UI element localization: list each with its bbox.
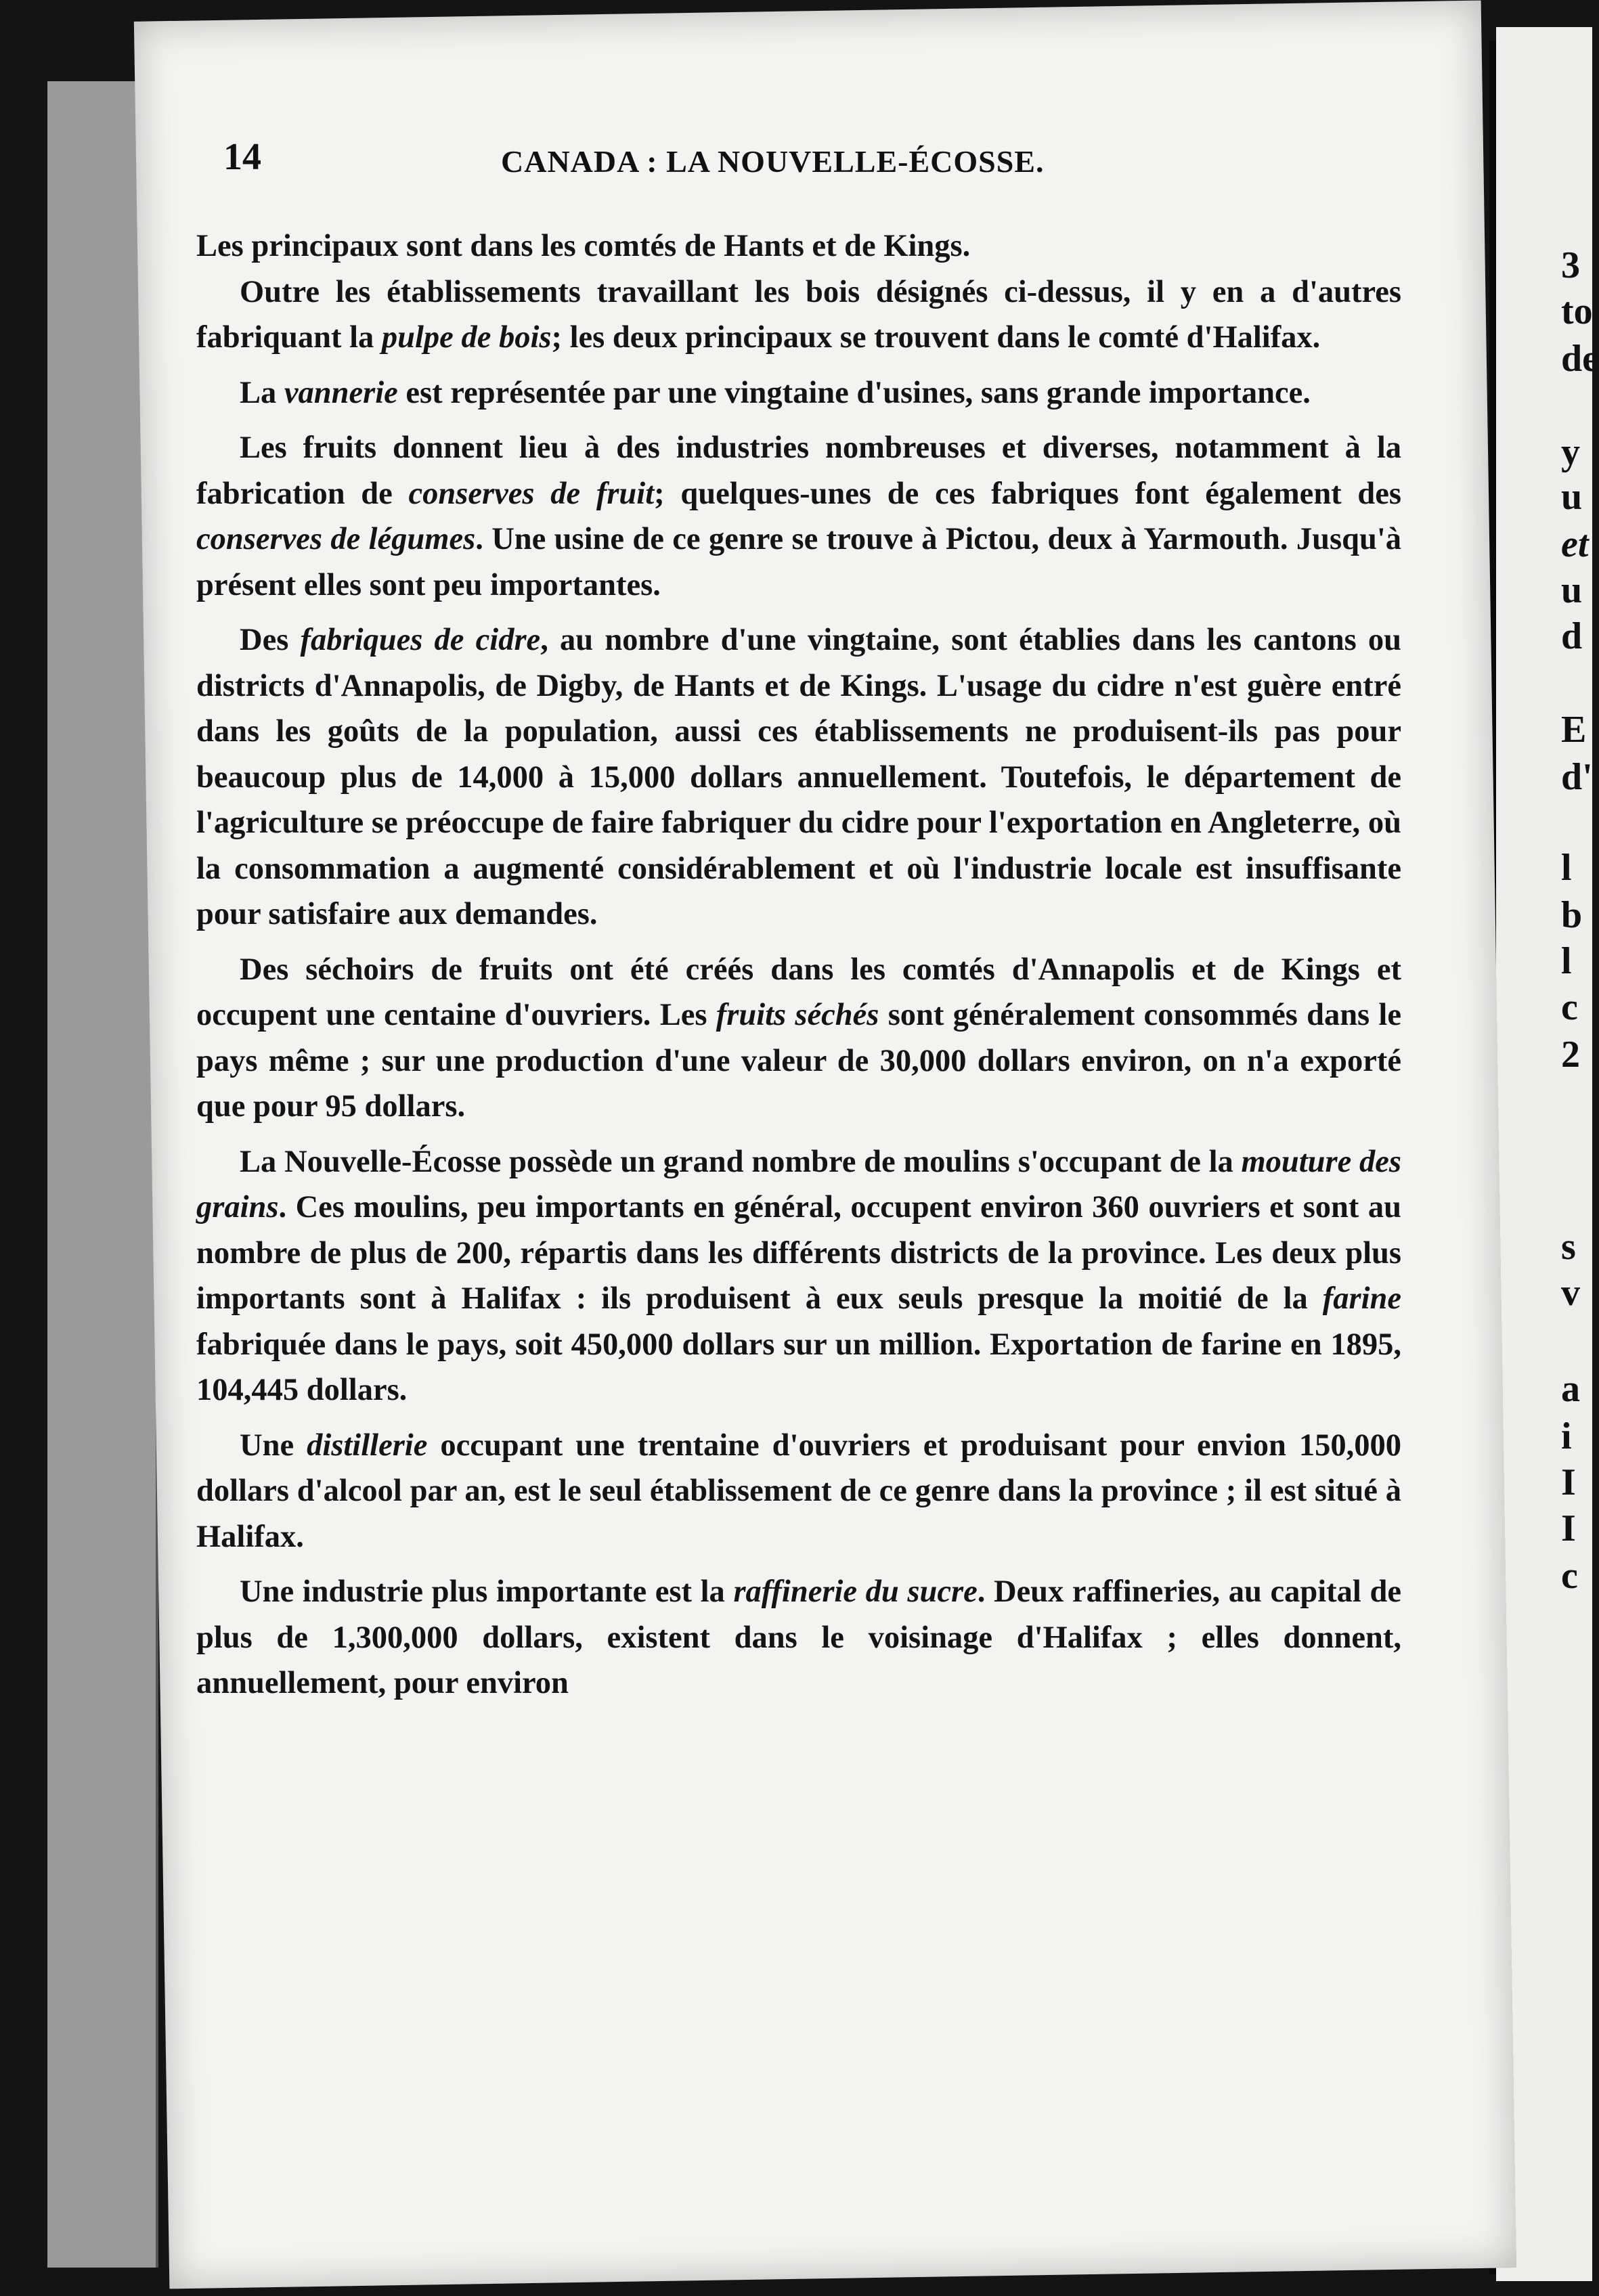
paragraph-text: Les fruits donnent lieu à des industries nombreuses et diverses, notamment à la fabrication de xyxy=(196,430,1401,511)
facing-page-letter: de xyxy=(1561,338,1599,380)
italic-term: distillerie xyxy=(307,1428,428,1463)
paragraph xyxy=(196,223,1401,269)
facing-page-letter: d xyxy=(1561,615,1583,657)
paragraph-text: Outre les établissements travaillant les bois désignés ci-dessus, il y en a d'autres fabriquant la xyxy=(196,274,1401,355)
paragraph-text: La xyxy=(240,375,284,410)
italic-term: fruits séchés xyxy=(716,998,879,1032)
paragraph-text: fabriquée dans le pays, soit 450,000 dollars sur un million. Exportation de farine en 1895, 104,445 dollars. xyxy=(196,1327,1401,1407)
paragraph-text: ; quelques-unes de ces fabriques font également des xyxy=(654,476,1401,511)
page-header xyxy=(223,135,1198,190)
paragraph-text: Les principaux sont dans les comtés de Hants et de Kings. xyxy=(196,229,971,263)
body-text xyxy=(196,223,1401,1706)
facing-page-letter: 3 xyxy=(1561,244,1580,286)
facing-page-letter: et xyxy=(1561,523,1589,565)
facing-page-letter: 2 xyxy=(1561,1034,1580,1076)
facing-page-letter: b xyxy=(1561,894,1583,936)
italic-term: farine xyxy=(1322,1281,1401,1316)
paragraph xyxy=(196,370,1401,416)
facing-page-letter: u xyxy=(1561,476,1583,518)
italic-term: raffinerie du sucre xyxy=(733,1574,978,1609)
paragraph xyxy=(196,617,1401,937)
paragraph xyxy=(196,425,1401,608)
facing-page-letter: y xyxy=(1561,431,1580,473)
facing-page-letter: E xyxy=(1561,709,1587,751)
italic-term: vannerie xyxy=(284,375,398,410)
paragraph-text: La Nouvelle-Écosse possède un grand nombre de moulins s'occupant de la xyxy=(240,1144,1242,1179)
paragraph-text: occupant une trentaine d'ouvriers et produisant pour envion 150,000 dollars d'alcool par an, est le seul établissement de ce genre dans la province ; il est situé à Halifax. xyxy=(196,1428,1401,1554)
facing-page-letter: l xyxy=(1561,940,1572,982)
facing-page-letter: d' xyxy=(1561,756,1593,798)
facing-page-letter: c xyxy=(1561,986,1578,1028)
page-number: 14 xyxy=(223,136,261,178)
paragraph-text: . Ces moulins, peu importants en général, occupent environ 360 ouvriers et sont au nombre de plus de 200, répartis dans les différents districts de la province. Les deux plus importants sont à Halifax : ils produisent à eux seuls presque la moitié de la xyxy=(196,1190,1401,1316)
paragraph-text: Des séchoirs de fruits ont été créés dans les comtés d'Annapolis et de Kings et occupent une centaine d'ouvriers. Les xyxy=(196,952,1401,1032)
facing-page-letter: l xyxy=(1561,847,1572,889)
paragraph xyxy=(196,1139,1401,1413)
paragraph-text: . Une usine de ce genre se trouve à Pictou, deux à Yarmouth. Jusqu'à présent elles sont peu importantes. xyxy=(196,522,1401,602)
paragraph-text: ; les deux principaux se trouvent dans le comté d'Halifax. xyxy=(551,320,1321,355)
facing-page-letter: v xyxy=(1561,1272,1580,1314)
italic-term: pulpe de bois xyxy=(381,320,552,355)
paragraph xyxy=(196,1569,1401,1706)
facing-page-letter: i xyxy=(1561,1415,1572,1457)
italic-term: conserves de légumes xyxy=(196,522,476,556)
italic-term: mouture des grains xyxy=(196,1144,1402,1224)
paragraph-text: , au nombre d'une vingtaine, sont établies dans les cantons ou districts d'Annapolis, de Digby, de Hants et de Kings. L'usage du cidre n'est guère entré dans les goûts de la population, aussi ces établissements ne produisent-ils pas pour beaucoup plus de 14,000 à 15,000 dollars annuellement. Toutefois, le département de l'agriculture se préoccupe de faire fabriquer du cidre pour l'exportation en Angleterre, où la consommation a augmenté considérablement et où l'industrie locale est insuffisante pour satisfaire aux demandes. xyxy=(196,623,1401,931)
paragraph xyxy=(196,269,1401,361)
running-head: CANADA : LA NOUVELLE-ÉCOSSE. xyxy=(501,144,1045,179)
paragraph-text: Une xyxy=(240,1428,307,1463)
italic-term: fabriques de cidre xyxy=(300,623,541,657)
paragraph-text: Des xyxy=(240,623,301,657)
facing-page-letter: to xyxy=(1561,290,1593,332)
facing-page-letter: u xyxy=(1561,569,1583,611)
facing-page-letter: c xyxy=(1561,1555,1578,1597)
facing-page-letter: s xyxy=(1561,1226,1576,1268)
paragraph xyxy=(196,947,1401,1130)
italic-term: conserves de fruit xyxy=(408,476,655,511)
facing-page-letter: a xyxy=(1561,1368,1580,1410)
facing-page-letter: I xyxy=(1561,1461,1576,1503)
paragraph-text: sont généralement consommés dans le pays même ; sur une production d'une valeur de 30,000 dollars environ, on n'a exporté que pour 95 dollars. xyxy=(196,998,1401,1124)
paragraph-text: . Deux raffineries, au capital de plus de 1,300,000 dollars, existent dans le voisinage d'Halifax ; elles donnent, annuellement, pour environ xyxy=(196,1574,1401,1700)
paragraph-text: Une industrie plus importante est la xyxy=(240,1574,734,1609)
paragraph-text: est représentée par une vingtaine d'usines, sans grande importance. xyxy=(397,375,1311,410)
paragraph xyxy=(196,1423,1401,1560)
facing-page-letter: I xyxy=(1561,1507,1576,1549)
